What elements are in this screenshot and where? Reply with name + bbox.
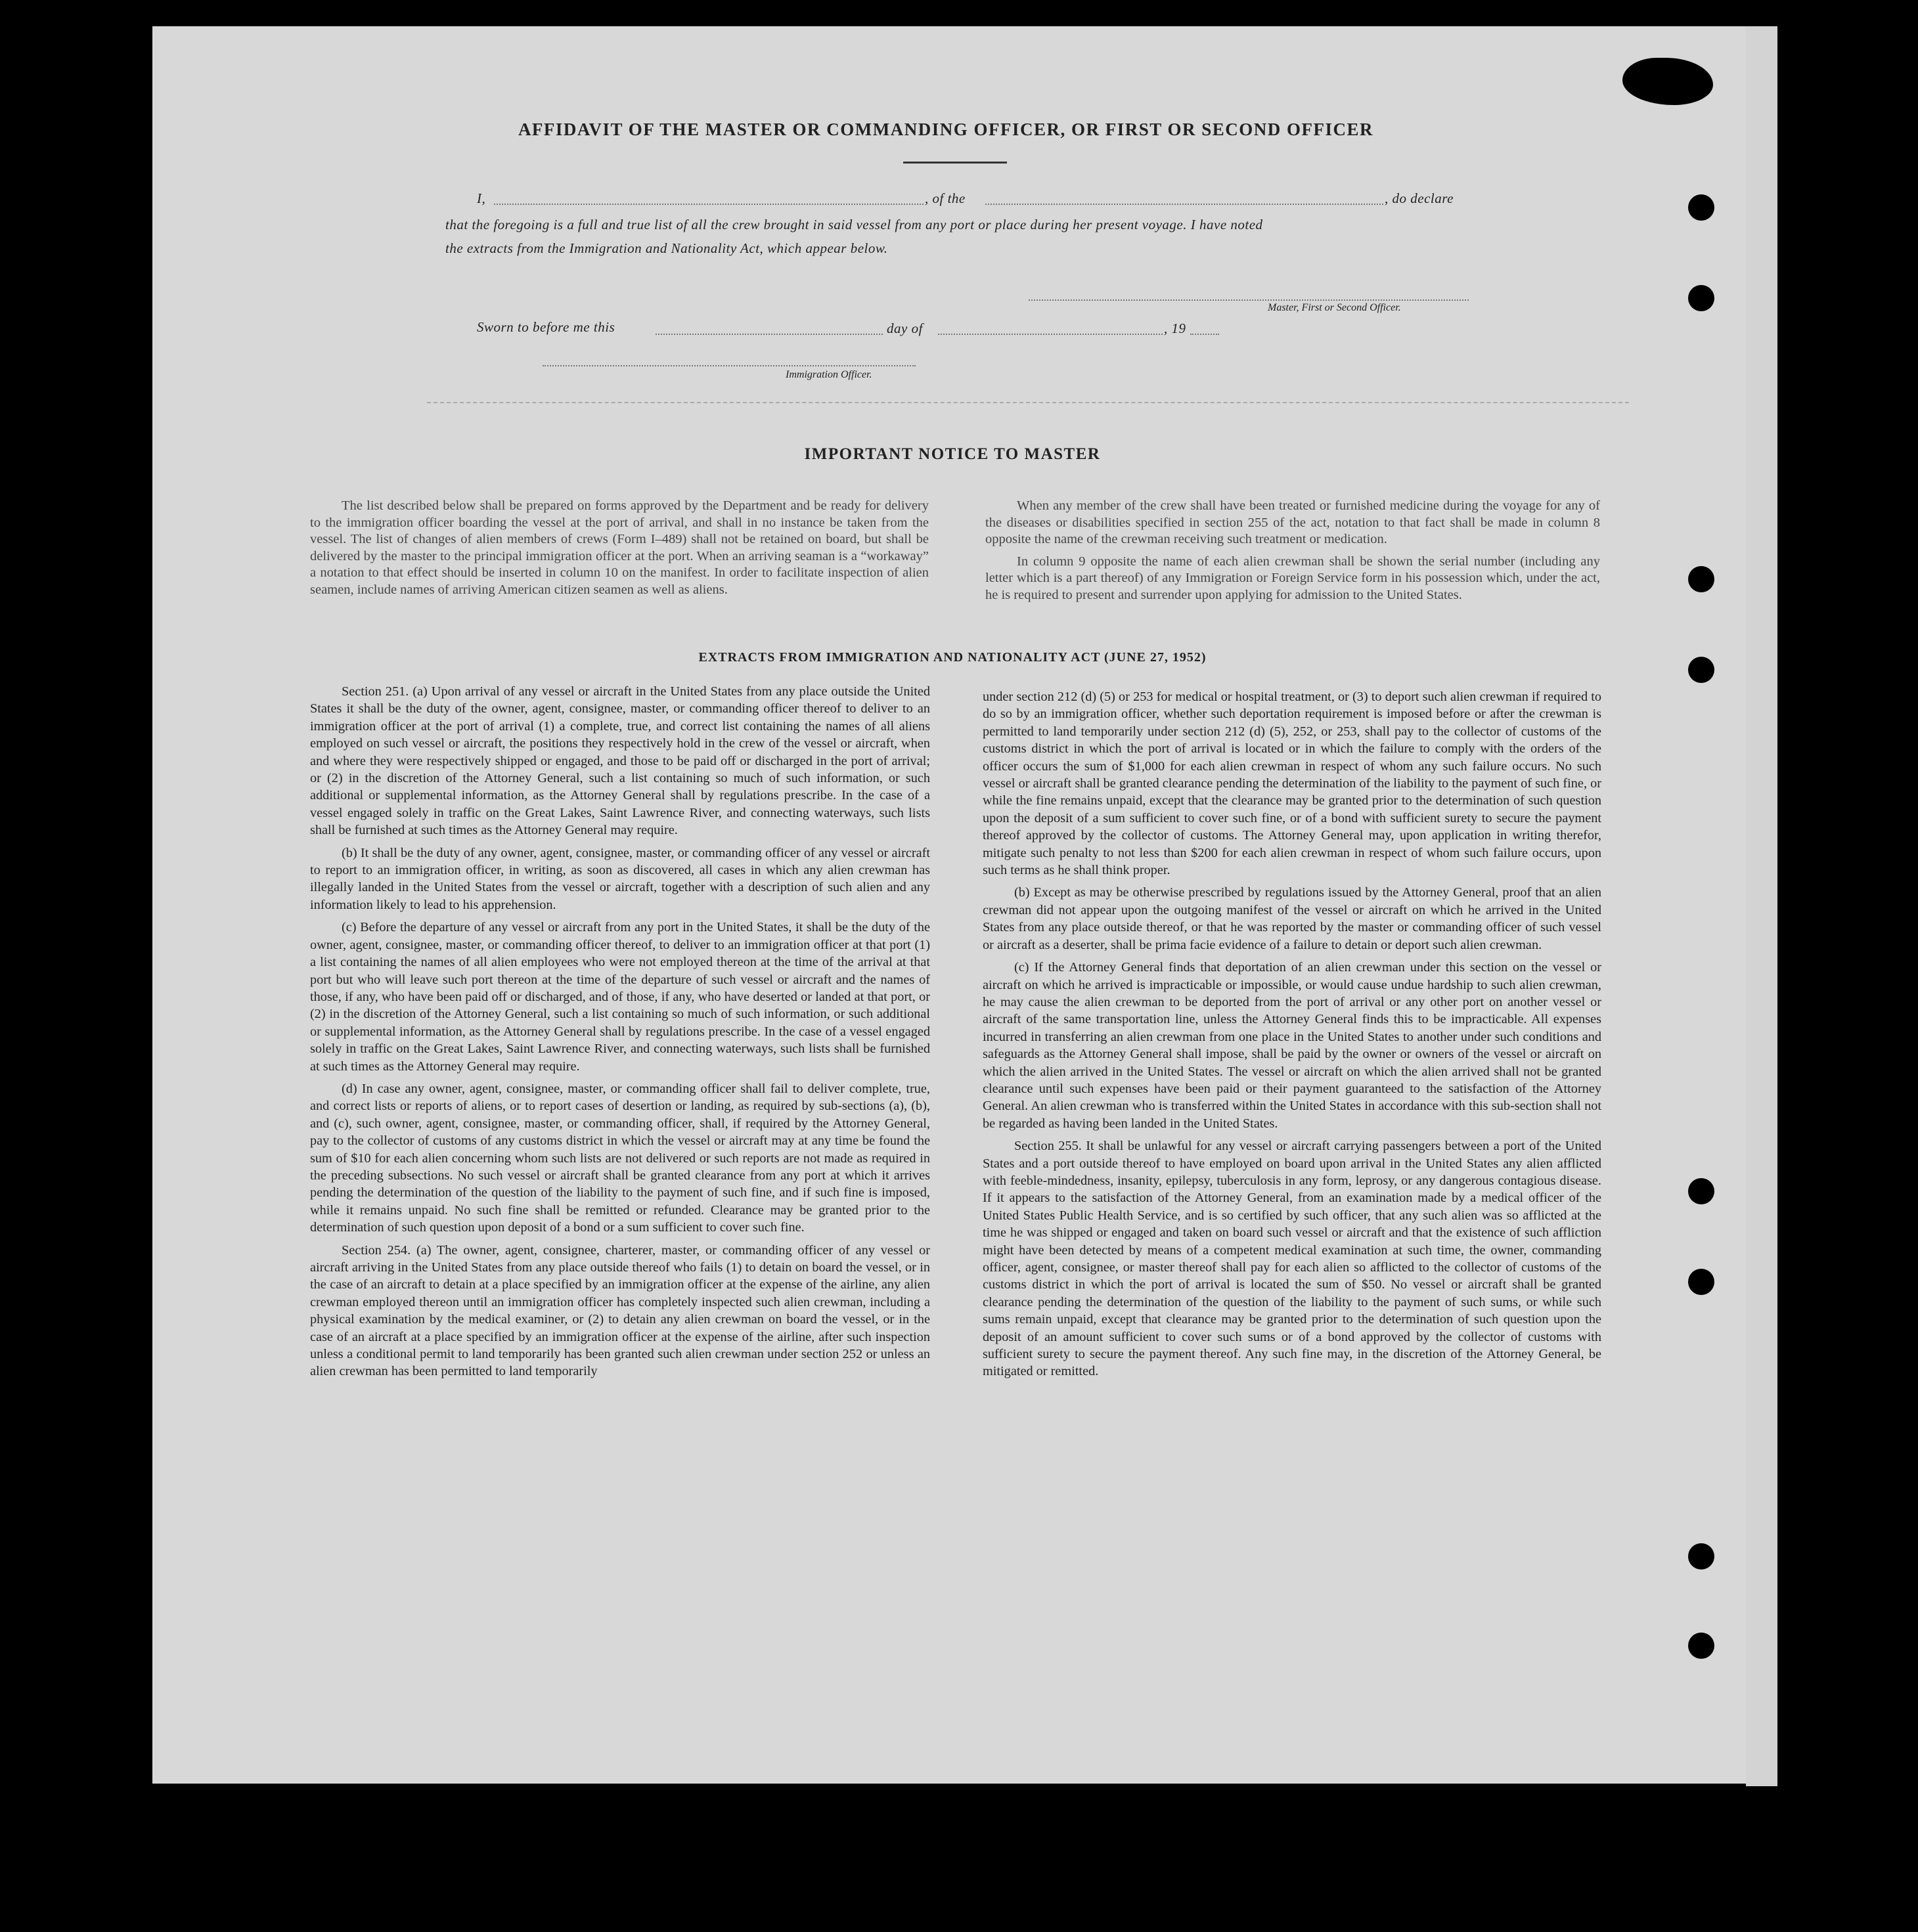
- notice-left-paragraph: The list described below shall be prepared on forms approved by the Department and be ready for delivery to the immigration officer boarding the vessel at the port of arrival, and shall in no instance be taken from the vessel. The list of changes of alien members of crews (Form I–489) shall not be retained on board, but shall be delivered by the master to the principal immigration officer at the port. When an arriving seaman is a “workaway” a notation to that effect should be inserted in column 10 on the manifest. In order to facilitate inspection of alien seamen, include names of arriving American citizen seamen as well as aliens.: [310, 498, 929, 597]
- section-254-c: (c) If the Attorney General finds that deportation of an alien crewman under this section on the vessel or aircraft on which he arrived is impracticable or impossible, or would cause undue hardship to such alien crewman, he may cause the alien crewman to be deported from the port of arrival or any other port on another vessel or aircraft of the same transportation line, unless the Attorney General finds this to be impracticable. All expenses incurred in transferring an alien crewman from one place in the United States to another under such conditions and safeguards as the Attorney General shall impose, shall be paid by the owner or owners of the vessel or aircraft on which the alien arrived in the United States. The vessel or aircraft on which the alien arrived shall not be granted clearance until such expenses have been paid or their payment guaranteed to the satisfaction of the Attorney General. An alien crewman who is transferred within the United States in accordance with this sub-section shall not be regarded as having been landed in the United States.: [983, 960, 1601, 1131]
- extracts-left-column: [310, 683, 930, 1386]
- declarant-label: I,: [477, 190, 486, 206]
- notice-left-column: [310, 498, 929, 604]
- sworn-year-field[interactable]: [1190, 334, 1219, 335]
- immigration-officer-signature-field[interactable]: [543, 365, 916, 366]
- extracts-title: EXTRACTS FROM IMMIGRATION AND NATIONALITY ACT (JUNE 27, 1952): [698, 650, 1207, 665]
- fold-line: [427, 402, 1629, 405]
- section-251-d: (d) In case any owner, agent, consignee, master, or commanding officer shall fail to deliver complete, true, and correct lists or reports of aliens, or to report cases of desertion or landing, as required by sub-sections (a), (b), and (c), such owner, agent, consignee, master, or commanding officer, shall, if required by the Attorney General, pay to the collector of customs of any customs district in which the vessel or aircraft may at any time be found the sum of $10 for each alien concerning whom such lists are not delivered or such reports are not made as required in the preceding subsections. No such vessel or aircraft shall be granted clearance from any port at which it arrives pending the determination of the question of the liability to the payment of such fine, and if such fine is imposed, while it remains unpaid. No such fine shall be remitted or refunded. Clearance may be granted prior to the determination of such question upon deposit of a bond or a sum sufficient to cover such fine.: [310, 1081, 930, 1235]
- sworn-label: Sworn to before me this: [477, 319, 615, 335]
- affidavit-title: AFFIDAVIT OF THE MASTER OR COMMANDING OFFICER, OR FIRST OR SECOND OFFICER: [518, 120, 1374, 139]
- punch-hole: [1688, 285, 1714, 311]
- page-edge: [1746, 26, 1777, 1786]
- section-251-b: (b) It shall be the duty of any owner, agent, consignee, master, or commanding officer of any vessel or aircraft to report to an immigration officer, in writing, as soon as discovered, all cases in which any alien crewman has illegally landed in the United States from the vessel or aircraft, together with a description of such alien and any information likely to lead to his apprehension.: [310, 845, 930, 912]
- master-signature-label: Master, First or Second Officer.: [1268, 302, 1401, 313]
- punch-hole: [1688, 566, 1714, 592]
- sworn-day-field[interactable]: [656, 334, 883, 335]
- punch-hole: [1688, 194, 1714, 221]
- punch-hole: [1688, 1178, 1714, 1204]
- sworn-month-field[interactable]: [938, 334, 1163, 335]
- day-of-label: day of: [887, 320, 923, 336]
- declarant-name-field[interactable]: [494, 204, 924, 205]
- extracts-right-column: [983, 688, 1601, 1386]
- declare-label: , do declare: [1385, 190, 1454, 206]
- vessel-name-field[interactable]: [985, 204, 1383, 205]
- notice-right-column: [985, 498, 1600, 609]
- section-254-a-continued: under section 212 (d) (5) or 253 for medical or hospital treatment, or (3) to deport such alien crewman if required to do so by an immigration officer, whether such deportation requirement is imposed before or after the crewman is permitted to land temporarily under section 212 (d) (5), 252, or 253, shall pay to the collector of customs of the customs district in which the port of arrival is located or in which the failure to comply with the orders of the officer occurs the sum of $1,000 for each alien crewman in respect of whom any such failure occurs. No such vessel or aircraft shall be granted clearance pending the determination of the liability to the payment of such fine, or while the fine remains unpaid, except that the clearance may be granted prior to the determination of such question upon the deposit of a sum sufficient to cover such fine, or of a bond with sufficient surety to secure the payment thereof approved by the collector of customs. The Attorney General may, upon application in writing therefor, mitigate such penalty to not less than $200 for each alien crewman in respect of whom such failure occurs, upon such terms as he shall think proper.: [983, 690, 1601, 878]
- section-251-c: (c) Before the departure of any vessel or aircraft from any port in the United States, it shall be the duty of the owner, agent, consignee, master, or commanding officer thereof, to deliver to an immigration officer at that port (1) a list containing the names of all alien employees who were not employed thereon at the time of the arrival at that port but who will leave such port thereon at the time of the departure of such vessel or aircraft and the names of those, if any, who have been paid off or discharged, and of those, if any, who have deserted or landed at that port, or (2) in the discretion of the Attorney General, such a list containing so much of such information, or such additional or supplemental information, as the Attorney General shall by regulations prescribe. In the case of a vessel engaged solely in traffic on the Great Lakes, Saint Lawrence River, and connecting waterways, such lists shall be furnished at such times as the Attorney General may require.: [310, 920, 930, 1074]
- section-254-a: Section 254. (a) The owner, agent, consignee, charterer, master, or commanding officer of any vessel or aircraft arriving in the United States from any place outside thereof who fails (1) to detain on board the vessel, or in the case of an aircraft to detain at a place specified by an immigration officer at the expense of the airline, any alien crewman employed thereon until an immigration officer has completely inspected such alien crewman, including a physical examination by the medical examiner, or (2) to detain any alien crewman on board the vessel, or in the case of an aircraft at a place specified by an immigration officer at the expense of the airline, after such inspection unless a conditional permit to land temporarily has been granted such alien crewman under section 252 or unless an alien crewman has been permitted to land temporarily: [310, 1242, 930, 1379]
- title-rule: [903, 162, 1007, 164]
- punch-hole: [1688, 1269, 1714, 1295]
- immigration-officer-label: Immigration Officer.: [786, 369, 872, 380]
- punch-hole: [1688, 1633, 1714, 1659]
- notice-title: IMPORTANT NOTICE TO MASTER: [804, 445, 1101, 463]
- punch-hole: [1688, 657, 1714, 683]
- declaration-text-continued: the extracts from the Immigration and Nationality Act, which appear below.: [445, 240, 888, 256]
- master-signature-field[interactable]: [1029, 299, 1469, 301]
- declaration-text: that the foregoing is a full and true list of all the crew brought in said vessel from any port or place during her present voyage. I have noted: [445, 217, 1263, 232]
- section-251-a: Section 251. (a) Upon arrival of any vessel or aircraft in the United States from any place outside the United States it shall be the duty of the owner, agent, consignee, master, or commanding officer thereof to deliver to an immigration officer at the port of arrival (1) a complete, true, and correct list containing the names of all aliens employed on such vessel or aircraft, the positions they respectively hold in the crew of the vessel or aircraft, when and where they were respectively shipped or engaged, and those to be paid off or discharged in the port of arrival; or (2) in the discretion of the Attorney General, such a list containing so much of such information, or such additional or supplemental information, as the Attorney General shall by regulations prescribe. In the case of a vessel engaged solely in traffic on the Great Lakes, Saint Lawrence River, and connecting waterways, such lists shall be furnished at such times as the Attorney General may require.: [310, 684, 930, 838]
- year-label: , 19: [1164, 320, 1186, 336]
- section-254-b: (b) Except as may be otherwise prescribed by regulations issued by the Attorney General, proof that an alien crewman did not appear upon the outgoing manifest of the vessel or aircraft on which he arrived in the United States from any place outside thereof, or that he was reported by the master or commanding officer of such vessel or aircraft as a deserter, shall be prima facie evidence of a failure to detain or deport such alien crewman.: [983, 885, 1601, 952]
- notice-right-paragraph: In column 9 opposite the name of each alien crewman shall be shown the serial number (including any letter which is a part thereof) of any Immigration or Foreign Service form in his possession which, under the act, he is required to present and surrender upon applying for admission to the United States.: [985, 554, 1600, 602]
- vessel-label: , of the: [925, 190, 966, 206]
- notice-right-paragraph: When any member of the crew shall have been treated or furnished medicine during the voyage for any of the diseases or disabilities specified in section 255 of the act, notation to that fact shall be made in column 8 opposite the name of the crewman receiving such treatment or medication.: [985, 498, 1600, 546]
- section-255: Section 255. It shall be unlawful for any vessel or aircraft carrying passengers between a port of the United States and a port outside thereof to have employed on board upon arrival in the United States any alien afflicted with feeble-mindedness, insanity, epilepsy, tuberculosis in any form, leprosy, or any dangerous contagious disease. If it appears to the satisfaction of the Attorney General, from an examination made by a medical officer of the United States Public Health Service, and is so certified by such officer, that any such alien was so afflicted at the time he was shipped or engaged and taken on board such vessel or aircraft and that the existence of such affliction might have been detected by means of a competent medical examination at such time, the owner, commanding officer, agent, consignee, or master thereof shall pay for each alien so afflicted to the collector of customs of the customs district in which the port of arrival is located the sum of $50. No vessel or aircraft shall be granted clearance pending the determination of the question of the liability to the payment of such sums, or while such sums remain unpaid, except that clearance may be granted prior to the determination of such question upon the deposit of an amount sufficient to cover such sums or of a bond approved by the collector of customs with sufficient surety to secure the payment thereof. Any such fine may, in the discretion of the Attorney General, be mitigated or remitted.: [983, 1139, 1601, 1379]
- punch-hole: [1688, 1543, 1714, 1570]
